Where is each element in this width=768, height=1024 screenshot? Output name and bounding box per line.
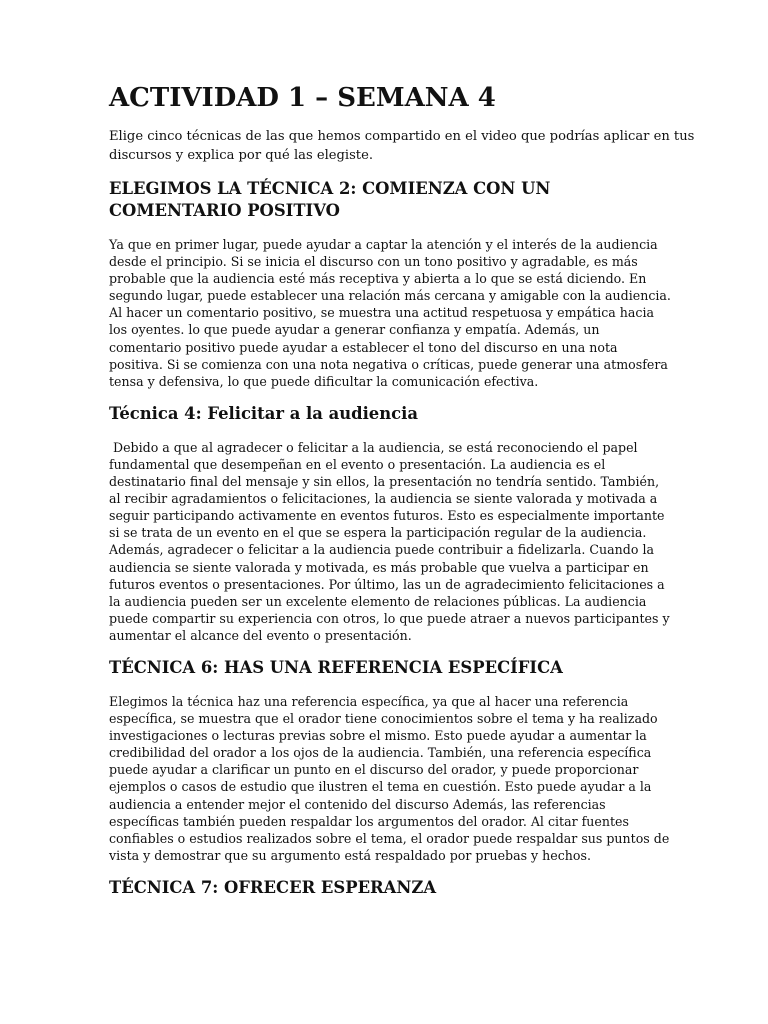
body-line: investigaciones o lecturas previas sobre el mismo. Esto puede ayudar a aumentar la [109,728,647,744]
intro-line: Elige cinco técnicas de las que hemos compartido en el video que podrías aplicar en tus [109,129,695,144]
heading-line: TÉCNICA 7: OFRECER ESPERANZA [109,877,437,897]
page-title: ACTIVIDAD 1 – SEMANA 4 [109,83,496,113]
heading-line: ELEGIMOS LA TÉCNICA 2: COMIENZA CON UN [109,179,551,198]
section-heading-tecnica-4 [109,403,657,425]
body-line: puede compartir su experiencia con otros, lo que puede atraer a nuevos participantes y [109,610,670,626]
body-line: Debido a que al agradecer o felicitar a la audiencia, se está reconociendo el papel [109,439,638,455]
body-line: fundamental que desempeñan en el evento o presentación. La audiencia es el [109,456,606,472]
body-line: la audiencia pueden ser un excelente elemento de relaciones públicas. La audiencia [109,593,647,609]
body-line: puede ayudar a clarificar un punto en el discurso del orador, y puede proporcionar [109,762,639,778]
body-line: positiva. Si se comienza con una nota negativa o críticas, puede generar una atmosfera [109,356,668,372]
body-line: específicas también pueden respaldar los argumentos del orador. Al citar fuentes [109,813,629,829]
body-line: los oyentes. lo que puede ayudar a generar confianza y empatía. Además, un [109,322,600,338]
body-line: credibilidad del orador a los ojos de la audiencia. También, una referencia específica [109,745,652,761]
body-line: aumentar el alcance del evento o presentación. [109,627,412,643]
body-line: audiencia a entender mejor el contenido del discurso Además, las referencias [109,796,606,812]
body-line: específica, se muestra que el orador tiene conocimientos sobre el tema y ha realizado [109,711,658,727]
section-body-tecnica-4 [109,439,670,644]
body-line: confiables o estudios realizados sobre el tema, el orador puede respaldar sus puntos de [109,830,670,846]
intro-paragraph [109,128,695,165]
body-line: al recibir agradamientos o felicitaciones, la audiencia se siente valorada y motivada a [109,491,658,507]
section-body-tecnica-6 [109,693,670,864]
body-line: Ya que en primer lugar, puede ayudar a captar la atención y el interés de la audiencia [109,237,658,252]
document-page [109,80,695,913]
body-line: destinatario final del mensaje y sin ellos, la presentación no tendría sentido. También, [109,474,660,490]
body-line: seguir participando activamente en eventos futuros. Esto es especialmente importante [109,508,665,524]
section-body-tecnica-2 [109,236,671,390]
body-line: audiencia se siente valorada y motivada, es más probable que vuelva a participar en [109,559,649,575]
heading-line: TÉCNICA 6: HAS UNA REFERENCIA ESPECÍFICA [109,657,563,677]
section-heading-tecnica-7 [109,877,657,899]
intro-line: discursos y explica por qué las elegiste. [109,147,373,163]
body-line: comentario positivo puede ayudar a establecer el tono del discurso en una nota [109,339,618,355]
body-line: tensa y defensiva, lo que puede dificultar la comunicación efectiva. [109,373,539,389]
heading-line: Técnica 4: Felicitar a la audiencia [109,403,418,423]
body-line: vista y demostrar que su argumento está respaldado por pruebas y hechos. [109,847,591,863]
body-line: si se trata de un evento en el que se espera la participación regular de la audiencia. [109,525,647,541]
body-line: desde el principio. Si se inicia el discurso con un tono positivo y agradable, es más [109,254,638,270]
body-line: futuros eventos o presentaciones. Por último, las un de agradecimiento felicitaciones a [109,576,665,592]
body-line: Al hacer un comentario positivo, se muestra una actitud respetuosa y empática hacia [109,305,654,321]
body-line: ejemplos o casos de estudio que ilustren el tema en cuestión. Esto puede ayudar a la [109,779,652,795]
body-line: Además, agradecer o felicitar a la audiencia puede contribuir a fidelizarla. Cuando la [109,542,654,558]
body-line: Elegimos la técnica haz una referencia específica, ya que al hacer una referencia [109,693,629,709]
body-line: probable que la audiencia esté más receptiva y abierta a lo que se está diciendo. En [109,271,647,287]
body-line: segundo lugar, puede establecer una relación más cercana y amigable con la audiencia. [109,288,671,304]
section-heading-tecnica-2 [109,178,657,222]
section-heading-tecnica-6 [109,657,657,679]
heading-line: COMENTARIO POSITIVO [109,201,340,220]
